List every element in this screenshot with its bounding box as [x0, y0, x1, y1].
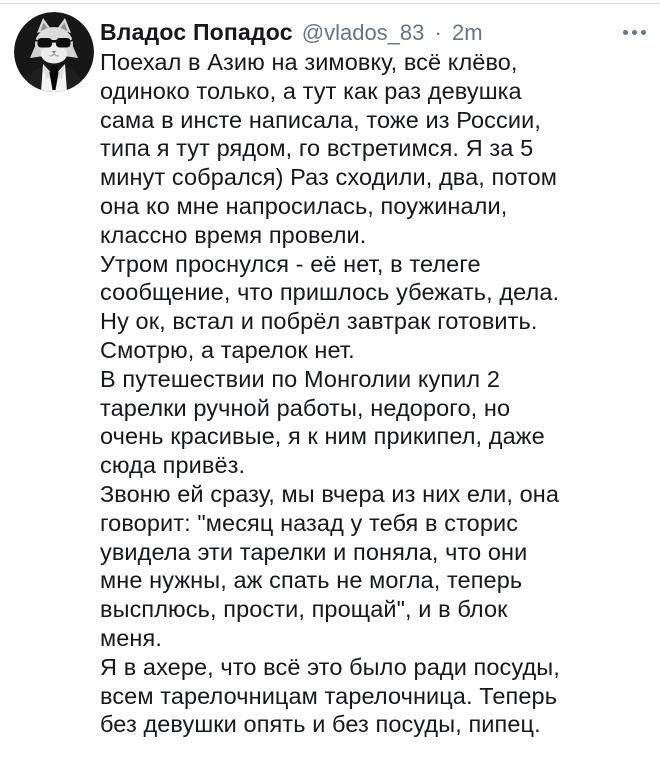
tweet-text-line: тарелки ручной работы, недорого, но: [100, 394, 511, 421]
tweet-text-line: сюда привёз.: [100, 452, 246, 479]
avatar-column: [14, 12, 96, 739]
author-handle[interactable]: @vlados_83: [301, 20, 425, 45]
tweet-text-line: мне нужны, аж спать не могла, теперь: [100, 567, 523, 594]
author-meta: [302, 19, 483, 47]
tweet-text-line: без девушки опять и без посуды, пипец.: [100, 711, 541, 738]
tweet-body-text: [100, 48, 650, 739]
tweet-text-line: увидела эти тарелки и поняла, что они: [100, 538, 528, 565]
tweet-header: [100, 18, 650, 47]
tweet-text-line: Я в ахере, что всё это было ради посуды,: [100, 653, 560, 680]
tweet-text-line: говорит: "месяц назад у тебя в сторис: [100, 509, 519, 536]
tweet-text-line: Поехал в Азию на зимовку, всё клёво,: [100, 49, 518, 75]
tweet-text-line: Смотрю, а тарелок нет.: [100, 336, 355, 363]
tweet-text-line: В путешествии по Монголии купил 2: [100, 365, 501, 392]
tweet-text-line: меня.: [100, 624, 162, 651]
tweet-text-line: одиноко только, а тут как раз девушка: [100, 77, 522, 104]
tweet-text-line: минут собрался) Раз сходили, два, потом: [100, 164, 558, 191]
tweet-text-line: классно время провели.: [100, 221, 367, 248]
tweet-text-line: очень красивые, я к ним прикипел, даже: [100, 423, 545, 450]
tweet-text-line: всем тарелочницам тарелочница. Теперь: [100, 682, 558, 709]
author-name[interactable]: Владос Попадос: [100, 19, 293, 45]
tweet-content: [100, 12, 650, 739]
top-divider: [0, 3, 660, 4]
tweet-text-line: Ну ок, встал и побрёл завтрак готовить.: [100, 308, 538, 335]
avatar[interactable]: [14, 12, 94, 92]
cat-avatar-icon: [14, 12, 94, 92]
meta-separator: ·: [434, 20, 442, 45]
tweet-text-line: она ко мне напросилась, поужинали,: [100, 192, 508, 219]
tweet-text-line: сама в инсте написала, тоже из России,: [100, 106, 541, 133]
tweet-text-line: высплюсь, прости, прощай", и в блок: [100, 596, 508, 623]
tweet-text-line: типа я тут рядом, го встретимся. Я за 5: [100, 135, 534, 162]
more-options-icon: [623, 30, 628, 35]
tweet-text-line: Звоню ей сразу, мы вчера из них ели, она: [100, 480, 560, 507]
tweet-timestamp[interactable]: 2m: [451, 20, 483, 45]
tweet-text-line: Утром проснулся - её нет, в телеге: [100, 250, 481, 277]
tweet-text-line: сообщение, что пришлось убежать, дела.: [100, 279, 560, 306]
more-options-button[interactable]: [619, 26, 650, 39]
